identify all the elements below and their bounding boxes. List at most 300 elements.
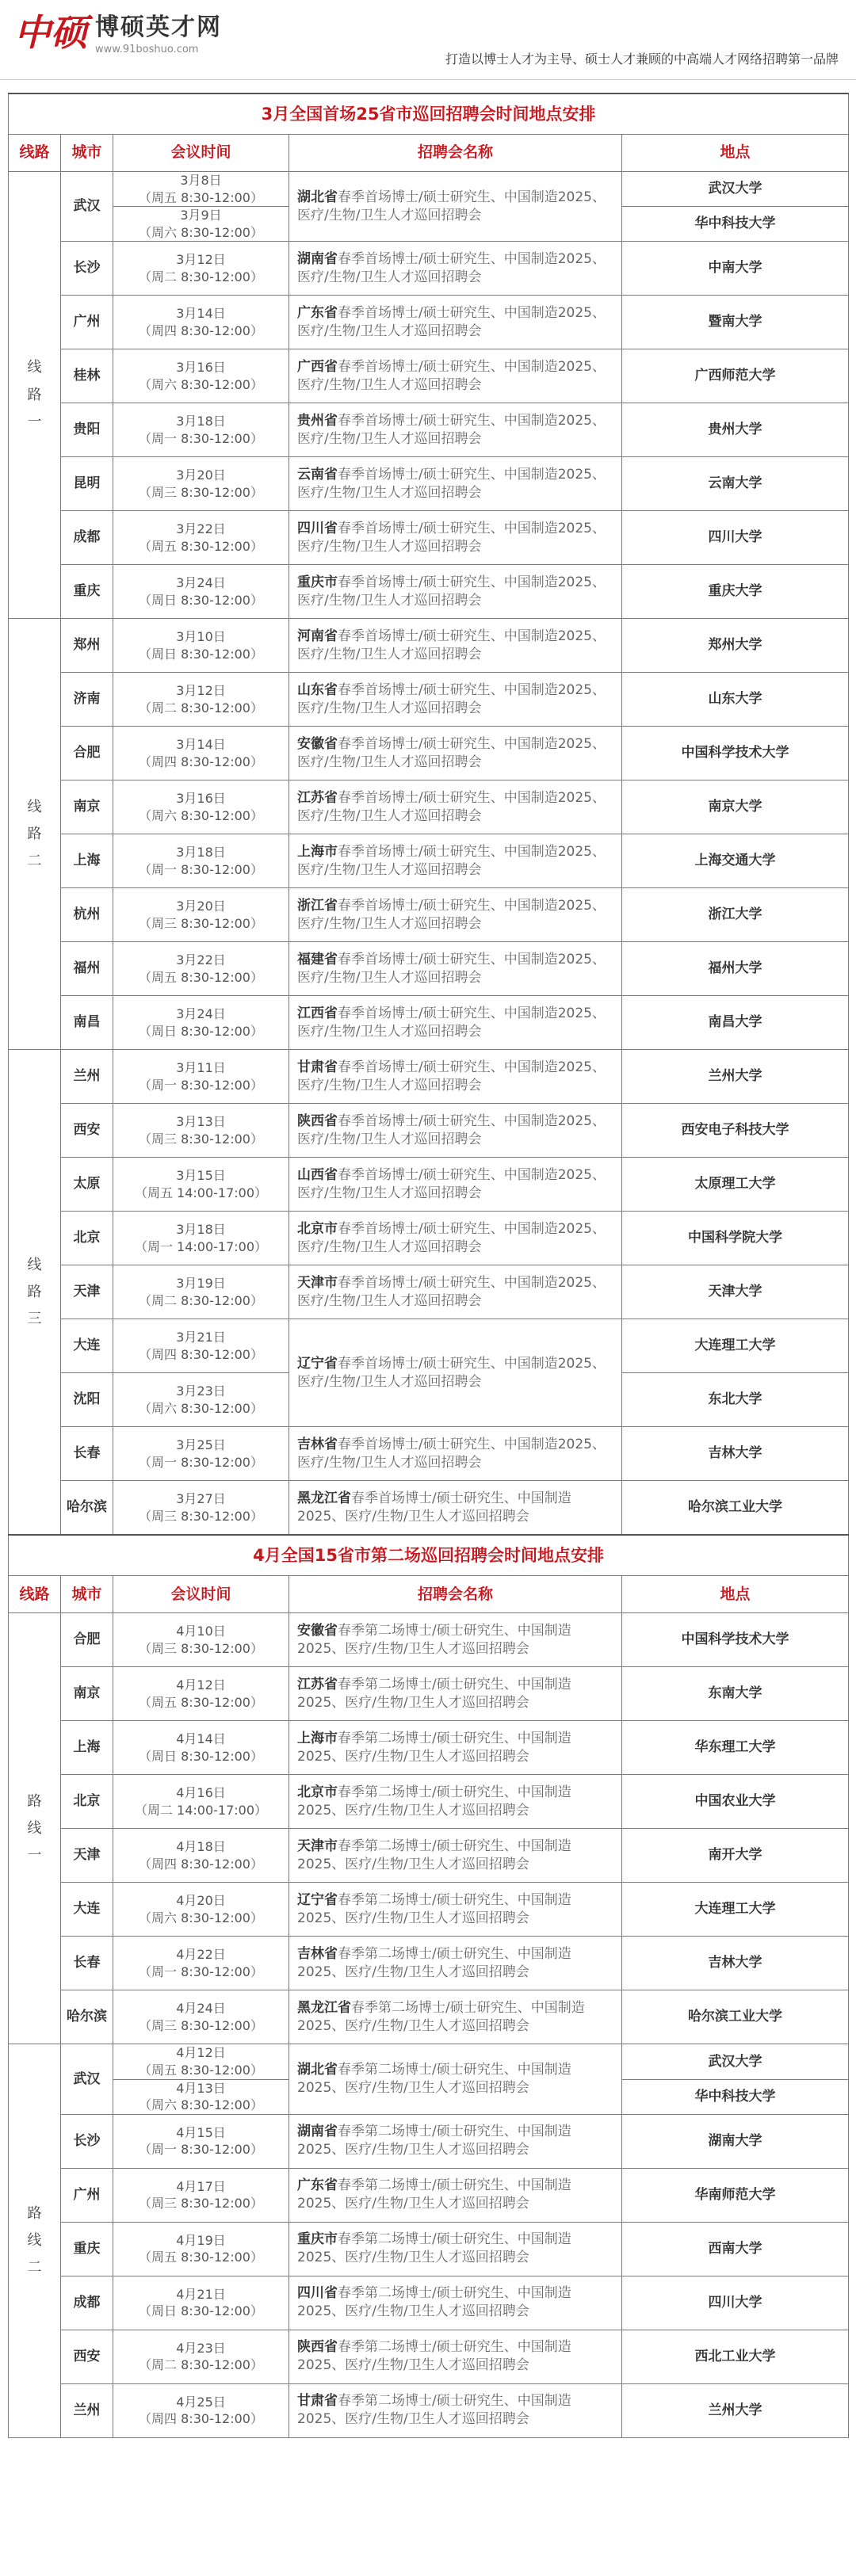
- date-day: 4月12日: [176, 2045, 226, 2061]
- date-cell: [113, 1667, 289, 1721]
- fair-province: 辽宁省: [297, 1891, 338, 1908]
- fair-province: 江苏省: [297, 789, 338, 806]
- date-cell: [113, 1212, 289, 1265]
- venue-cell: 湖南大学: [622, 2114, 849, 2168]
- date-time: （周三 8:30-12:00）: [139, 1508, 263, 1524]
- venue-cell: 大连理工大学: [622, 1319, 849, 1373]
- city-cell: 哈尔滨: [61, 1990, 113, 2044]
- city-cell: 西安: [61, 2330, 113, 2383]
- column-header: 招聘会名称: [289, 135, 622, 172]
- fair-name-cell: [289, 1481, 622, 1536]
- fair-province: 湖北省: [297, 2062, 338, 2078]
- route-cell: 线 路 二: [9, 619, 61, 1050]
- date-time: （周五 8:30-12:00）: [139, 2062, 263, 2078]
- date-cell: [113, 996, 289, 1050]
- venue-cell: 中国科学院大学: [622, 1212, 849, 1265]
- date-cell: [113, 1721, 289, 1775]
- city-cell: 成都: [61, 2276, 113, 2330]
- logo-text: [95, 14, 222, 55]
- table-row: [9, 565, 849, 619]
- date-day: 3月24日: [176, 1006, 226, 1022]
- logo-mark: 中硕: [14, 11, 87, 54]
- date-time: （周五 8:30-12:00）: [139, 1694, 263, 1710]
- fair-name-cell: [289, 996, 622, 1050]
- venue-cell: 郑州大学: [622, 619, 849, 673]
- date-cell: [113, 1265, 289, 1319]
- city-cell: 天津: [61, 1829, 113, 1883]
- table-row: [9, 2222, 849, 2276]
- date-time: （周三 8:30-12:00）: [139, 915, 263, 931]
- table-row: [9, 2276, 849, 2330]
- city-cell: 杭州: [61, 888, 113, 942]
- city-cell: 北京: [61, 1212, 113, 1265]
- fair-name-cell: [289, 888, 622, 942]
- column-header: 会议时间: [113, 135, 289, 172]
- date-time: （周一 8:30-12:00）: [139, 430, 263, 446]
- venue-cell: 南开大学: [622, 1829, 849, 1883]
- fair-name: 春季第二场博士/硕士研究生、中国制造2025、医疗/生物/卫生人才巡回招聘会: [297, 2231, 571, 2266]
- fair-name-cell: [289, 1775, 622, 1829]
- venue-cell: 武汉大学: [622, 2044, 849, 2079]
- fair-name-cell: [289, 172, 622, 242]
- date-cell: [113, 1937, 289, 1990]
- date-cell: [113, 565, 289, 619]
- date-day: 3月24日: [176, 575, 226, 591]
- fair-province: 广东省: [297, 2177, 338, 2194]
- date-time: （周一 8:30-12:00）: [139, 1963, 263, 1979]
- section-title-row: [9, 93, 849, 135]
- fair-province: 陕西省: [297, 1112, 338, 1129]
- fair-name-cell: [289, 1319, 622, 1427]
- fair-name: 春季首场博士/硕士研究生、中国制造2025、医疗/生物/卫生人才巡回招聘会: [297, 520, 606, 555]
- city-cell: 合肥: [61, 727, 113, 780]
- city-cell: 兰州: [61, 2383, 113, 2437]
- tagline: 打造以博士人才为主导、硕士人才兼顾的中高端人才网络招聘第一品牌: [445, 52, 839, 67]
- city-cell: 长沙: [61, 242, 113, 296]
- fair-name-cell: [289, 1265, 622, 1319]
- city-cell: 兰州: [61, 1050, 113, 1104]
- fair-province: 安徽省: [297, 1622, 338, 1639]
- date-time: （周四 8:30-12:00）: [139, 2411, 263, 2427]
- fair-name-cell: [289, 619, 622, 673]
- venue-cell: 广西师范大学: [622, 349, 849, 403]
- date-time: （周二 8:30-12:00）: [139, 700, 263, 716]
- venue-cell: 哈尔滨工业大学: [622, 1481, 849, 1536]
- date-cell: [113, 403, 289, 457]
- fair-name: 春季首场博士/硕士研究生、中国制造2025、医疗/生物/卫生人才巡回招聘会: [297, 1490, 571, 1525]
- fair-name: 春季第二场博士/硕士研究生、中国制造2025、医疗/生物/卫生人才巡回招聘会: [297, 2177, 571, 2212]
- schedule-container: [8, 93, 848, 2438]
- date-day: 4月24日: [176, 2001, 226, 2017]
- city-cell: 南京: [61, 780, 113, 834]
- date-time: （周一 8:30-12:00）: [139, 1077, 263, 1093]
- fair-name-cell: [289, 780, 622, 834]
- fair-province: 广西省: [297, 358, 338, 375]
- fair-name-cell: [289, 2330, 622, 2383]
- date-time: （周六 8:30-12:00）: [139, 376, 263, 392]
- fair-name: 春季首场博士/硕士研究生、中国制造2025、医疗/生物/卫生人才巡回招聘会: [297, 189, 606, 223]
- date-cell: [113, 242, 289, 296]
- fair-name-cell: [289, 2383, 622, 2437]
- fair-name: 春季第二场博士/硕士研究生、中国制造2025、医疗/生物/卫生人才巡回招聘会: [297, 2285, 571, 2320]
- fair-province: 河南省: [297, 628, 338, 644]
- fair-name: 春季首场博士/硕士研究生、中国制造2025、医疗/生物/卫生人才巡回招聘会: [297, 1274, 606, 1309]
- city-cell: 贵阳: [61, 403, 113, 457]
- venue-cell: 四川大学: [622, 511, 849, 565]
- city-cell: 合肥: [61, 1613, 113, 1667]
- date-cell: [113, 888, 289, 942]
- fair-province: 北京市: [297, 1220, 338, 1237]
- date-time: （周二 8:30-12:00）: [139, 1292, 263, 1308]
- fair-name: 春季首场博士/硕士研究生、中国制造2025、医疗/生物/卫生人才巡回招聘会: [297, 412, 606, 447]
- date-day: 3月20日: [176, 467, 226, 483]
- column-header: 城市: [61, 1576, 113, 1613]
- date-time: （周五 8:30-12:00）: [139, 189, 263, 205]
- date-cell: [113, 1427, 289, 1481]
- date-time: （周一 14:00-17:00）: [134, 1238, 268, 1254]
- date-time: （周日 8:30-12:00）: [139, 592, 263, 608]
- date-cell: [113, 2276, 289, 2330]
- venue-cell: 贵州大学: [622, 403, 849, 457]
- date-time: （周日 8:30-12:00）: [139, 2303, 263, 2319]
- venue-cell: 四川大学: [622, 2276, 849, 2330]
- fair-name: 春季首场博士/硕士研究生、中国制造2025、医疗/生物/卫生人才巡回招聘会: [297, 735, 606, 770]
- fair-name-cell: [289, 2168, 622, 2222]
- fair-name-cell: [289, 1883, 622, 1937]
- fair-name-cell: [289, 2114, 622, 2168]
- fair-name: 春季首场博士/硕士研究生、中国制造2025、医疗/生物/卫生人才巡回招聘会: [297, 1059, 606, 1093]
- date-cell: [113, 2079, 289, 2114]
- venue-cell: 吉林大学: [622, 1427, 849, 1481]
- city-cell: 广州: [61, 296, 113, 349]
- date-cell: [113, 1829, 289, 1883]
- fair-name: 春季第二场博士/硕士研究生、中国制造2025、医疗/生物/卫生人才巡回招聘会: [297, 2124, 571, 2158]
- fair-name-cell: [289, 296, 622, 349]
- section-title: 3月全国首场25省市巡回招聘会时间地点安排: [9, 93, 849, 135]
- section-title-row: [9, 1535, 849, 1576]
- column-header: 地点: [622, 135, 849, 172]
- city-cell: 天津: [61, 1265, 113, 1319]
- venue-cell: 暨南大学: [622, 296, 849, 349]
- fair-name-cell: [289, 1158, 622, 1212]
- fair-province: 湖北省: [297, 189, 338, 205]
- date-cell: [113, 2383, 289, 2437]
- date-day: 4月14日: [176, 1731, 226, 1747]
- table-row: [9, 1212, 849, 1265]
- date-day: 3月18日: [176, 845, 226, 861]
- table-row: [9, 403, 849, 457]
- fair-name-cell: [289, 565, 622, 619]
- venue-cell: 重庆大学: [622, 565, 849, 619]
- date-day: 3月14日: [176, 737, 226, 753]
- fair-name: 春季首场博士/硕士研究生、中国制造2025、医疗/生物/卫生人才巡回招聘会: [297, 574, 606, 609]
- date-cell: [113, 457, 289, 511]
- city-cell: 昆明: [61, 457, 113, 511]
- date-day: 4月19日: [176, 2232, 226, 2248]
- date-cell: [113, 1613, 289, 1667]
- venue-cell: 天津大学: [622, 1265, 849, 1319]
- venue-cell: 华中科技大学: [622, 2079, 849, 2114]
- fair-name-cell: [289, 1667, 622, 1721]
- date-time: （周六 8:30-12:00）: [139, 2097, 263, 2113]
- date-cell: [113, 2222, 289, 2276]
- date-cell: [113, 172, 289, 207]
- venue-cell: 中国科学技术大学: [622, 1613, 849, 1667]
- fair-name-cell: [289, 511, 622, 565]
- table-row: [9, 1667, 849, 1721]
- date-time: （周四 8:30-12:00）: [139, 1346, 263, 1362]
- date-time: （周日 8:30-12:00）: [139, 1748, 263, 1764]
- city-cell: 南京: [61, 1667, 113, 1721]
- date-time: （周一 8:30-12:00）: [139, 861, 263, 877]
- date-day: 3月18日: [176, 414, 226, 429]
- date-day: 4月20日: [176, 1893, 226, 1909]
- table-row: [9, 1158, 849, 1212]
- fair-province: 山东省: [297, 681, 338, 698]
- date-time: （周二 14:00-17:00）: [134, 1802, 268, 1818]
- date-cell: [113, 1775, 289, 1829]
- fair-name: 春季第二场博士/硕士研究生、中国制造2025、医疗/生物/卫生人才巡回招聘会: [297, 2339, 571, 2374]
- table-row: [9, 2114, 849, 2168]
- fair-province: 重庆市: [297, 2231, 338, 2248]
- date-time: （周一 8:30-12:00）: [139, 2142, 263, 2158]
- venue-cell: 南京大学: [622, 780, 849, 834]
- fair-name-cell: [289, 242, 622, 296]
- date-cell: [113, 942, 289, 996]
- fair-province: 天津市: [297, 1838, 338, 1854]
- fair-name-cell: [289, 1104, 622, 1158]
- fair-province: 安徽省: [297, 735, 338, 752]
- table-row: [9, 1265, 849, 1319]
- date-cell: [113, 207, 289, 242]
- venue-cell: 中国科学技术大学: [622, 727, 849, 780]
- venue-cell: 华中科技大学: [622, 207, 849, 242]
- date-cell: [113, 349, 289, 403]
- date-time: （周六 8:30-12:00）: [139, 1910, 263, 1925]
- table-row: [9, 1775, 849, 1829]
- date-day: 3月23日: [176, 1383, 226, 1399]
- date-day: 3月12日: [176, 252, 226, 268]
- date-time: （周三 8:30-12:00）: [139, 1640, 263, 1656]
- date-time: （周五 8:30-12:00）: [139, 538, 263, 554]
- section-title: 4月全国15省市第二场巡回招聘会时间地点安排: [9, 1535, 849, 1576]
- fair-province: 四川省: [297, 520, 338, 536]
- column-header: 线路: [9, 135, 61, 172]
- date-day: 3月14日: [176, 306, 226, 322]
- venue-cell: 中南大学: [622, 242, 849, 296]
- schedule-table: [8, 93, 849, 2438]
- fair-name: 春季第二场博士/硕士研究生、中国制造2025、医疗/生物/卫生人才巡回招聘会: [297, 1676, 571, 1711]
- venue-cell: 南昌大学: [622, 996, 849, 1050]
- date-time: （周二 8:30-12:00）: [139, 2357, 263, 2373]
- fair-name: 春季首场博士/硕士研究生、中国制造2025、医疗/生物/卫生人才巡回招聘会: [297, 466, 606, 501]
- fair-name: 春季首场博士/硕士研究生、中国制造2025、医疗/生物/卫生人才巡回招聘会: [297, 358, 606, 393]
- date-day: 4月18日: [176, 1839, 226, 1855]
- fair-province: 北京市: [297, 1784, 338, 1800]
- city-cell: 北京: [61, 1775, 113, 1829]
- table-row: [9, 2383, 849, 2437]
- city-cell: 济南: [61, 673, 113, 727]
- table-row: [9, 996, 849, 1050]
- venue-cell: 西南大学: [622, 2222, 849, 2276]
- fair-name: 春季首场博士/硕士研究生、中国制造2025、医疗/生物/卫生人才巡回招聘会: [297, 1436, 606, 1471]
- fair-name-cell: [289, 1721, 622, 1775]
- fair-province: 山西省: [297, 1166, 338, 1183]
- city-cell: 长春: [61, 1937, 113, 1990]
- table-row: [9, 511, 849, 565]
- fair-province: 广东省: [297, 304, 338, 321]
- city-cell: 武汉: [61, 172, 113, 242]
- table-row: [9, 1937, 849, 1990]
- page-header: [0, 0, 856, 80]
- date-day: 3月21日: [176, 1330, 226, 1345]
- fair-province: 湖南省: [297, 2124, 338, 2140]
- date-cell: [113, 511, 289, 565]
- city-cell: 武汉: [61, 2044, 113, 2114]
- fair-name-cell: [289, 2276, 622, 2330]
- venue-cell: 山东大学: [622, 673, 849, 727]
- fair-name-cell: [289, 1990, 622, 2044]
- date-day: 3月13日: [176, 1114, 226, 1130]
- date-time: （周一 8:30-12:00）: [139, 1454, 263, 1470]
- date-day: 3月15日: [176, 1168, 226, 1184]
- fair-name-cell: [289, 1050, 622, 1104]
- fair-name-cell: [289, 2044, 622, 2114]
- table-row: [9, 242, 849, 296]
- table-row: [9, 1319, 849, 1373]
- fair-name: 春季第二场博士/硕士研究生、中国制造2025、医疗/生物/卫生人才巡回招聘会: [297, 1945, 571, 1980]
- fair-name: 春季第二场博士/硕士研究生、中国制造2025、医疗/生物/卫生人才巡回招聘会: [297, 1891, 571, 1926]
- date-day: 4月10日: [176, 1624, 226, 1639]
- date-day: 3月9日: [180, 208, 222, 223]
- date-cell: [113, 1319, 289, 1373]
- route-cell: 线 路 一: [9, 172, 61, 619]
- date-cell: [113, 2044, 289, 2079]
- fair-name-cell: [289, 942, 622, 996]
- fair-province: 陕西省: [297, 2339, 338, 2356]
- table-row: [9, 780, 849, 834]
- fair-name-cell: [289, 1613, 622, 1667]
- date-time: （周五 8:30-12:00）: [139, 2250, 263, 2265]
- date-cell: [113, 2330, 289, 2383]
- date-time: （周三 8:30-12:00）: [139, 2196, 263, 2212]
- fair-name: 春季第二场博士/硕士研究生、中国制造2025、医疗/生物/卫生人才巡回招聘会: [297, 1730, 571, 1765]
- date-day: 3月22日: [176, 952, 226, 968]
- fair-province: 云南省: [297, 466, 338, 483]
- table-row: [9, 1990, 849, 2044]
- route-cell: 线 路 三: [9, 1050, 61, 1536]
- city-cell: 郑州: [61, 619, 113, 673]
- date-cell: [113, 727, 289, 780]
- venue-cell: 西北工业大学: [622, 2330, 849, 2383]
- venue-cell: 吉林大学: [622, 1937, 849, 1990]
- fair-name-cell: [289, 2222, 622, 2276]
- city-cell: 上海: [61, 1721, 113, 1775]
- fair-name: 春季首场博士/硕士研究生、中国制造2025、医疗/生物/卫生人才巡回招聘会: [297, 1355, 606, 1390]
- fair-name: 春季首场博士/硕士研究生、中国制造2025、医疗/生物/卫生人才巡回招聘会: [297, 628, 606, 662]
- date-time: （周三 8:30-12:00）: [139, 1131, 263, 1147]
- column-header: 地点: [622, 1576, 849, 1613]
- venue-cell: 兰州大学: [622, 2383, 849, 2437]
- fair-province: 浙江省: [297, 897, 338, 914]
- date-time: （周二 8:30-12:00）: [139, 269, 263, 284]
- date-day: 3月27日: [176, 1491, 226, 1507]
- date-cell: [113, 1481, 289, 1536]
- table-row: [9, 1104, 849, 1158]
- fair-name: 春季首场博士/硕士研究生、中国制造2025、医疗/生物/卫生人才巡回招聘会: [297, 897, 606, 932]
- venue-cell: 华南师范大学: [622, 2168, 849, 2222]
- route-cell: 路 线 二: [9, 2044, 61, 2437]
- date-day: 4月22日: [176, 1947, 226, 1963]
- date-time: （周日 8:30-12:00）: [139, 646, 263, 662]
- date-time: （周六 8:30-12:00）: [139, 224, 263, 240]
- date-cell: [113, 834, 289, 888]
- fair-name: 春季第二场博士/硕士研究生、中国制造2025、医疗/生物/卫生人才巡回招聘会: [297, 1838, 571, 1872]
- table-row: [9, 1829, 849, 1883]
- city-cell: 广州: [61, 2168, 113, 2222]
- fair-name-cell: [289, 349, 622, 403]
- fair-province: 上海市: [297, 843, 338, 860]
- city-cell: 太原: [61, 1158, 113, 1212]
- fair-province: 福建省: [297, 951, 338, 967]
- city-cell: 成都: [61, 511, 113, 565]
- fair-province: 重庆市: [297, 574, 338, 590]
- column-header-row: [9, 135, 849, 172]
- date-time: （周四 8:30-12:00）: [139, 322, 263, 338]
- fair-name: 春季首场博士/硕士研究生、中国制造2025、医疗/生物/卫生人才巡回招聘会: [297, 843, 606, 878]
- date-day: 4月21日: [176, 2286, 226, 2302]
- venue-cell: 太原理工大学: [622, 1158, 849, 1212]
- date-time: （周三 8:30-12:00）: [139, 484, 263, 500]
- date-day: 4月23日: [176, 2340, 226, 2356]
- fair-province: 江苏省: [297, 1676, 338, 1693]
- venue-cell: 东南大学: [622, 1667, 849, 1721]
- city-cell: 南昌: [61, 996, 113, 1050]
- venue-cell: 福州大学: [622, 942, 849, 996]
- date-cell: [113, 296, 289, 349]
- city-cell: 长春: [61, 1427, 113, 1481]
- fair-name-cell: [289, 727, 622, 780]
- city-cell: 桂林: [61, 349, 113, 403]
- fair-province: 吉林省: [297, 1945, 338, 1962]
- date-cell: [113, 2114, 289, 2168]
- date-time: （周五 8:30-12:00）: [139, 969, 263, 985]
- table-row: [9, 619, 849, 673]
- table-row: [9, 2168, 849, 2222]
- logo-name: 博硕英才网: [95, 13, 222, 41]
- date-day: 3月20日: [176, 899, 226, 914]
- city-cell: 福州: [61, 942, 113, 996]
- date-time: （周六 8:30-12:00）: [139, 1400, 263, 1416]
- city-cell: 大连: [61, 1883, 113, 1937]
- date-time: （周日 8:30-12:00）: [139, 1023, 263, 1039]
- date-day: 3月25日: [176, 1437, 226, 1453]
- date-day: 3月8日: [180, 173, 222, 188]
- site-logo[interactable]: [14, 11, 222, 55]
- date-cell: [113, 1373, 289, 1427]
- table-row: [9, 834, 849, 888]
- date-cell: [113, 1883, 289, 1937]
- fair-name: 春季首场博士/硕士研究生、中国制造2025、医疗/生物/卫生人才巡回招聘会: [297, 250, 606, 285]
- table-row: [9, 942, 849, 996]
- fair-province: 上海市: [297, 1730, 338, 1746]
- table-row: [9, 172, 849, 207]
- table-row: [9, 673, 849, 727]
- table-row: [9, 1427, 849, 1481]
- table-row: [9, 2330, 849, 2383]
- table-row: [9, 1613, 849, 1667]
- table-row: [9, 2044, 849, 2079]
